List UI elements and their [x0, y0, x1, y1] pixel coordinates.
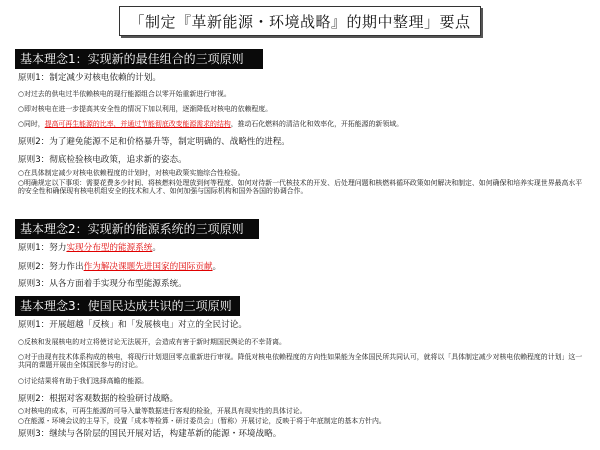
- document-title: 「制定『革新能源・环境战略』的期中整理」要点: [119, 6, 481, 36]
- principle-2-1: [18, 243, 161, 253]
- section-3-header: 基本理念3：使国民达成共识的三项原则: [15, 296, 240, 316]
- bullet-3-2-1: ○对核电的成本，可再生能源的可导入量等数据进行客观的检验，开展具有现实性的具体讨论。: [18, 407, 307, 415]
- bullet-1-1-3-pre: ○同时，: [18, 120, 45, 128]
- bullet-3-1-3: ○讨论结果将有助于我们选择高瞻的能源。: [18, 377, 149, 385]
- bullet-1-3-2: ○明确规定以下事项：需要花费多少时间、将核燃料处理放到何等程度、如何对待新一代核技术的开发、后处理问题和核燃料循环政策如何解决和制定、如何确保和培养实现世界最高水平的安全性和确保现有核电机组安全的技术和人才、如何加强与国际机构和国外各国的协调合作。: [18, 179, 583, 196]
- principle-1-1: 原则1：制定减少对核电依赖的计划。: [18, 73, 161, 83]
- section-2-header: 基本理念2：实现新的能源系统的三项原则: [15, 219, 259, 239]
- bullet-3-2-2: ○在能源・环境会议的主导下，设置「成本等检算・研讨委员会」（暂称）开展讨论，反映于将于年底制定的基本方针内。: [18, 417, 386, 425]
- principle-3-1: 原则1：开展超越「反核」和「发展核电」对立的全民讨论。: [18, 320, 247, 330]
- principle-2-2-post: 。: [212, 262, 222, 272]
- bullet-1-1-1: ○对过去的供电过半依赖核电的现行能源组合以零开始重新进行审视。: [18, 90, 231, 98]
- principle-2-2: [18, 262, 221, 272]
- bullet-1-1-3: [18, 120, 403, 128]
- bullet-1-1-3-post: ，推动石化燃料的清洁化和效率化，开拓能源的新领域。: [230, 120, 403, 128]
- section-1-header: 基本理念1：实现新的最佳组合的三项原则: [15, 49, 263, 69]
- bullet-1-1-3-highlight: 提高可再生能源的比率，并通过节能彻底改变能源需求的结构: [44, 120, 231, 128]
- principle-2-1-post: 。: [152, 243, 161, 253]
- principle-1-2: 原则2：为了避免能源不足和价格暴升等，制定明确的、战略性的进程。: [18, 137, 290, 147]
- bullet-3-1-1: ○反核和发展核电的对立将使讨论无法展开，会造成有害于新时期国民舆论的不幸背离。: [18, 338, 286, 346]
- principle-2-3: 原则3：从各方面着手实现分布型能源系统。: [18, 279, 187, 289]
- bullet-3-1-2: ○对于由现有技术体系构成的核电，将现行计划退回零点重新进行审视。降低对核电依赖程度的方向性如果能为全体国民所共同认可，就将以「具体制定减少对核电依赖程度的计划」这一共同的课题开展由全体国民参与的讨论。: [18, 353, 583, 370]
- principle-1-3: 原则3：彻底检验核电政策，追求新的姿态。: [18, 155, 187, 165]
- principle-2-1-pre: 原则1：努力: [18, 243, 67, 253]
- principle-3-3: 原则3：继续与各阶层的国民开展对话，构建革新的能源・环境战略。: [18, 429, 282, 439]
- principle-3-2: 原则2：根据对客观数据的检验研讨战略。: [18, 394, 179, 404]
- principle-2-1-highlight: 实现分布型的能源系统: [66, 243, 153, 253]
- bullet-1-3-1: ○在具体制定减少对核电依赖程度的计划时，对核电政策实施综合性检验。: [18, 169, 245, 177]
- principle-2-2-pre: 原则2：努力作出: [18, 262, 84, 272]
- principle-2-2-highlight: 作为解决课题先进国家的国际贡献: [83, 262, 213, 272]
- bullet-1-1-2: ○即对核电在进一步提高其安全性的情况下加以利用，逐渐降低对核电的依赖程度。: [18, 105, 273, 113]
